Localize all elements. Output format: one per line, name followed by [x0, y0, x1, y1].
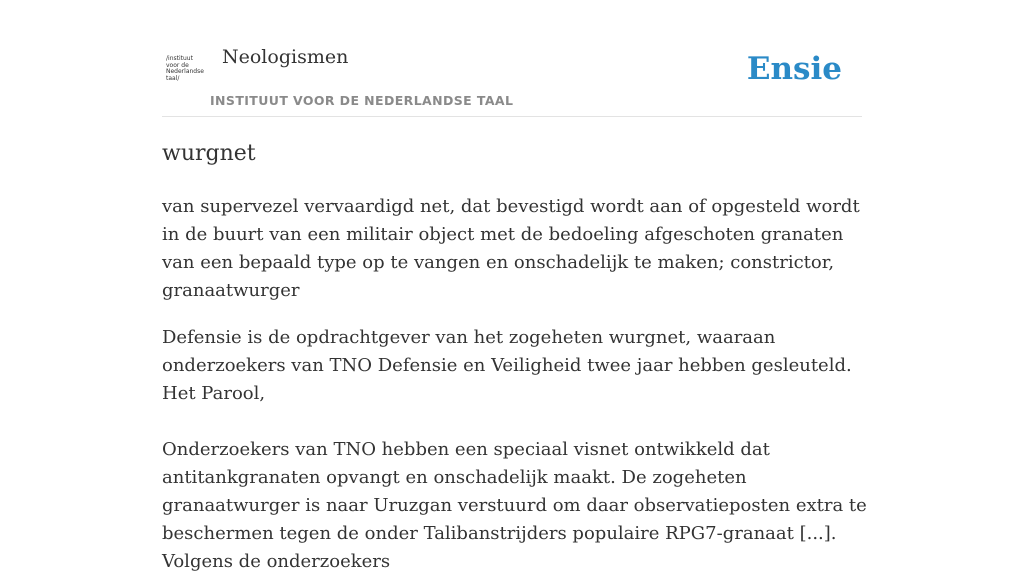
quote-text: Defensie is de opdrachtgever van het zogeheten wurgnet, waaraan onderzoekers van TNO Defensie en Veiligheid twee jaar hebben gesleuteld. — [162, 327, 852, 376]
entry-definition: van supervezel vervaardigd net, dat bevestigd wordt aan of opgesteld wordt in de buurt van een militair object met de bedoeling afgeschoten granaten van een bepaald type op te vangen en onschadelijk te maken; constrictor, granaatwurger — [162, 196, 860, 301]
entry-headword: wurgnet — [162, 141, 256, 166]
quote-source: Het Parool, — [162, 383, 266, 404]
site-header — [162, 40, 862, 117]
quote-text: Onderzoekers van TNO hebben een speciaal visnet ontwikkeld dat antitankgranaten opvangt en onschadelijk maakt. De zogeheten granaatwurger is naar Uruzgan verstuurd om daar observatieposten extra te beschermen tegen de onder Talibanstrijders populaire RPG7-granaat [...]. Volgens de onderzoekers — [162, 439, 867, 572]
institute-logo[interactable] — [166, 56, 208, 90]
site-title[interactable]: Neologismen — [222, 46, 349, 68]
ensie-logo[interactable]: Ensie — [746, 51, 842, 87]
site-subtitle: INSTITUUT VOOR DE NEDERLANDSE TAAL — [210, 93, 514, 108]
logo-text-line: taal/ — [166, 74, 180, 82]
logo-text-line: Nederlandse — [166, 68, 204, 76]
entry-content — [162, 140, 874, 576]
logo-text-line: voor de — [166, 61, 189, 69]
quote-spacer — [162, 408, 874, 436]
entry-quotes — [162, 324, 874, 576]
logo-text-line: /instituut — [166, 55, 193, 62]
